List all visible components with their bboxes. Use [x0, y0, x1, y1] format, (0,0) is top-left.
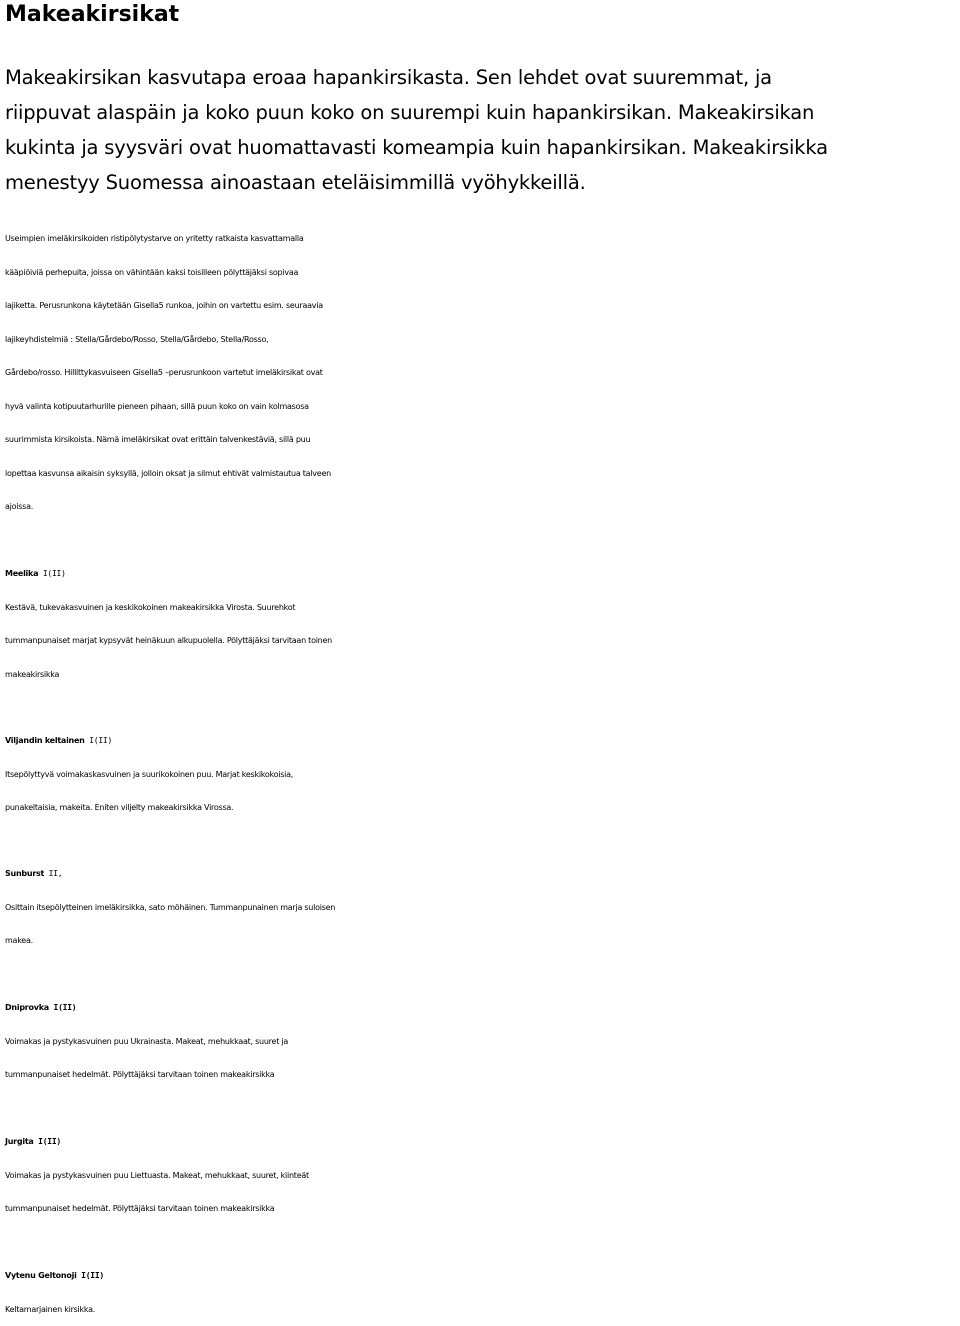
- variety-vytenu-geltonoji: [5, 1259, 960, 1326]
- variety-description-line: Voimakas ja pystykasvuinen puu Ukrainasta. Makeat, mehukkaat, suuret ja: [5, 1025, 960, 1059]
- variety-description-line: makeakirsikka: [5, 658, 960, 692]
- variety-description-line: Osittain itsepölytteinen imeläkirsikka, sato möhäinen. Tummanpunainen marja suloisen: [5, 891, 960, 925]
- hardiness-zone: I(II): [85, 736, 112, 745]
- variety-name: Dniprovka: [5, 1003, 49, 1012]
- intro-line: menestyy Suomessa ainoastaan eteläisimmillä vyöhykkeillä.: [5, 165, 955, 200]
- variety-name: Viljandin keltainen: [5, 736, 85, 745]
- variety-dniprovka: [5, 991, 960, 1092]
- paragraph-line: Useimpien imeläkirsikoiden ristipölytystarve on yritetty ratkaista kasvattamalla: [5, 222, 960, 256]
- variety-description-line: punakeltaisia, makeita. Eniten viljelty makeakirsikka Virossa.: [5, 791, 960, 825]
- variety-heading: [5, 724, 960, 758]
- paragraph-line: suurimmista kirsikoista. Nämä imeläkirsikat ovat erittäin talvenkestäviä, sillä puu: [5, 423, 960, 457]
- hardiness-zone: I(II): [77, 1271, 104, 1280]
- variety-viljandin-keltainen: [5, 724, 960, 825]
- variety-description-line: tummanpunaiset hedelmät. Pölyttäjäksi tarvitaan toinen makeakirsikka: [5, 1058, 960, 1092]
- variety-description-line: tummanpunaiset marjat kypsyvät heinäkuun alkupuolella. Pölyttäjäksi tarvitaan toinen: [5, 624, 960, 658]
- variety-description-line: Itsepölyttyvä voimakaskasvuinen ja suurikokoinen puu. Marjat keskikokoisia,: [5, 758, 960, 792]
- variety-meelika: [5, 557, 960, 691]
- hardiness-zone: I(II): [38, 569, 65, 578]
- variety-name: Sunburst: [5, 869, 44, 878]
- intro-paragraph: [5, 60, 955, 200]
- rootstock-paragraph: [5, 222, 960, 524]
- variety-name: Meelika: [5, 569, 38, 578]
- intro-line: kukinta ja syysväri ovat huomattavasti komeampia kuin hapankirsikan. Makeakirsikka: [5, 130, 955, 165]
- hardiness-zone: II,: [44, 869, 62, 878]
- variety-sunburst: [5, 857, 960, 958]
- intro-line: riippuvat alaspäin ja koko puun koko on suurempi kuin hapankirsikan. Makeakirsikan: [5, 95, 955, 130]
- variety-heading: [5, 1259, 960, 1293]
- paragraph-line: Gårdebo/rosso. Hillittykasvuiseen Gisella5 –perusrunkoon vartetut imeläkirsikat ovat: [5, 356, 960, 390]
- paragraph-line: kääpiöiviä perhepuita, joissa on vähintään kaksi toisilleen pölyttäjäksi sopivaa: [5, 256, 960, 290]
- hardiness-zone: I(II): [34, 1137, 61, 1146]
- variety-name: Jurgita: [5, 1137, 34, 1146]
- paragraph-line: hyvä valinta kotipuutarhurille pieneen pihaan, sillä puun koko on vain kolmasosa: [5, 390, 960, 424]
- intro-line: Makeakirsikan kasvutapa eroaa hapankirsikasta. Sen lehdet ovat suuremmat, ja: [5, 60, 955, 95]
- variety-description-line: Kestävä, tukevakasvuinen ja keskikokoinen makeakirsikka Virosta. Suurehkot: [5, 591, 960, 625]
- paragraph-line: lajiketta. Perusrunkona käytetään Gisella5 runkoa, joihin on vartettu esim. seuraavia: [5, 289, 960, 323]
- variety-jurgita: [5, 1125, 960, 1226]
- variety-description-line: makea.: [5, 924, 960, 958]
- variety-description-line: Keltamarjainen kirsikka.: [5, 1293, 960, 1326]
- page-title: Makeakirsikat: [5, 2, 179, 28]
- paragraph-line: lopettaa kasvunsa aikaisin syksyllä, jolloin oksat ja silmut ehtivät valmistautua talveen: [5, 457, 960, 491]
- variety-heading: [5, 991, 960, 1025]
- variety-description-line: Voimakas ja pystykasvuinen puu Liettuasta. Makeat, mehukkaat, suuret, kiinteät: [5, 1159, 960, 1193]
- paragraph-line: ajoissa.: [5, 490, 960, 524]
- paragraph-line: lajikeyhdistelmiä : Stella/Gårdebo/Rosso, Stella/Gårdebo, Stella/Rosso,: [5, 323, 960, 357]
- variety-name: Vytenu Geltonoji: [5, 1271, 77, 1280]
- variety-heading: [5, 857, 960, 891]
- variety-heading: [5, 557, 960, 591]
- hardiness-zone: I(II): [49, 1003, 76, 1012]
- variety-heading: [5, 1125, 960, 1159]
- variety-description-line: tummanpunaiset hedelmät. Pölyttäjäksi tarvitaan toinen makeakirsikka: [5, 1192, 960, 1226]
